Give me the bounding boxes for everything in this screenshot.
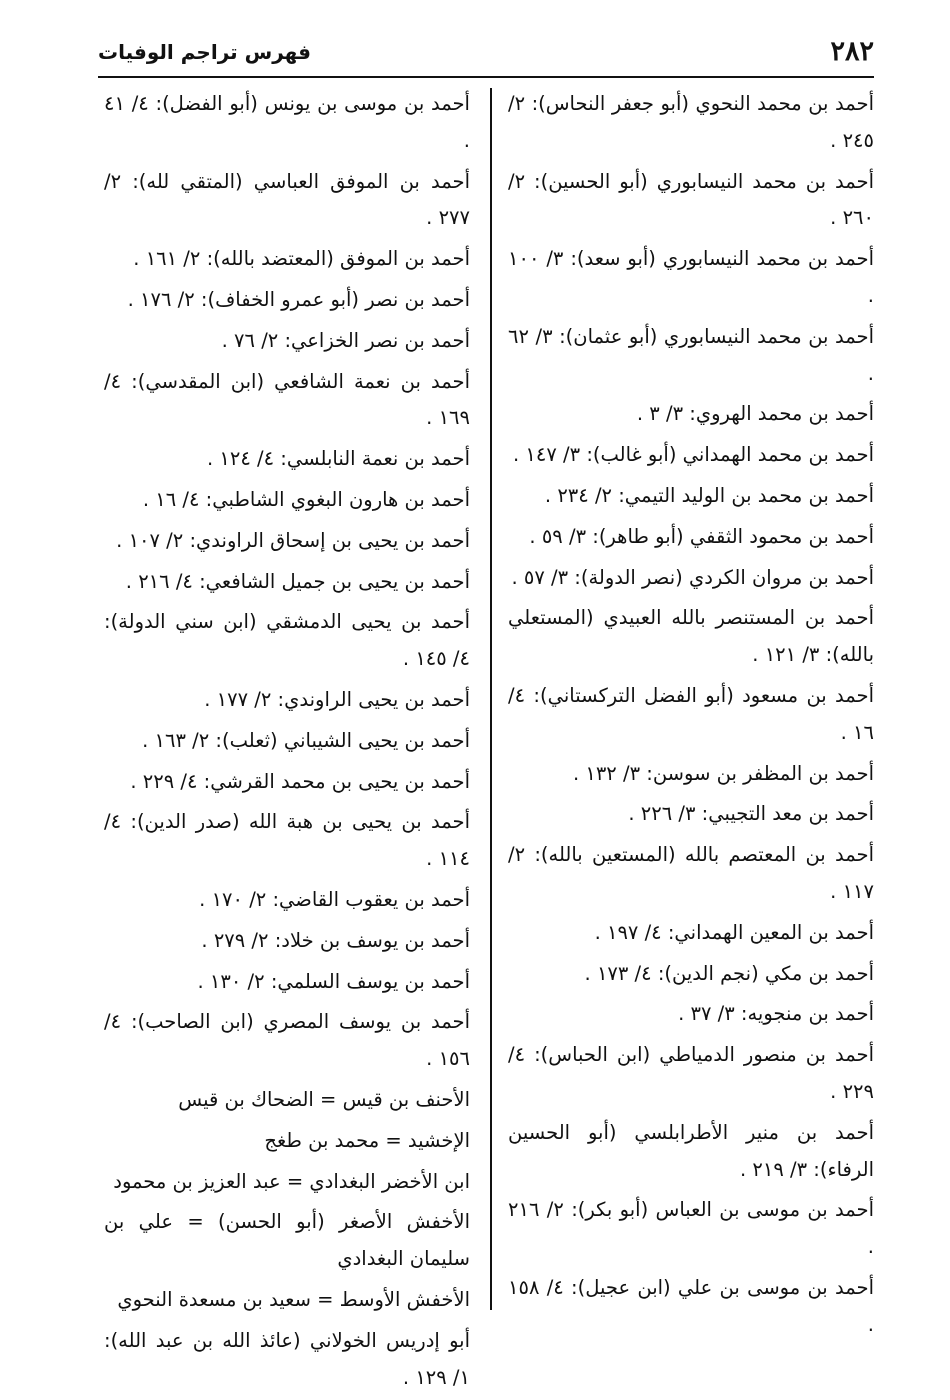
index-entry <box>104 1282 470 1319</box>
entry-reference: ٣/ ٦٢ . <box>508 324 874 385</box>
column-divider <box>490 88 492 1310</box>
entry-name: أحمد بن يحيى بن محمد القرشي: <box>203 769 470 793</box>
entry-reference: ٢/ ١٧٧ . <box>204 687 272 711</box>
entry-reference: ٤/ ١٥٦ . <box>104 1010 470 1071</box>
entry-reference: ٢/ ١٦٣ . <box>142 728 210 752</box>
index-entry <box>508 756 874 793</box>
entry-reference: ٢/ ٢٤٥ . <box>508 92 874 152</box>
entry-name: أحمد بن محمود الثقفي (أبو طاهر): <box>592 524 874 548</box>
header-rule <box>98 76 874 78</box>
index-column-right <box>508 86 874 1348</box>
entry-reference: ٢/ ١٦١ . <box>133 247 201 271</box>
entry-reference: ٣/ ٢٢٦ . <box>628 802 696 826</box>
entry-name: أحمد بن معد التجيبي: <box>701 802 874 826</box>
entry-name: أحمد بن يحيى بن إسحاق الراوندي: <box>189 528 470 552</box>
entry-name: أحمد بن منجويه: <box>740 1002 874 1026</box>
index-entry <box>508 600 874 674</box>
entry-reference: ٤/ ١٤٥ . <box>402 647 470 671</box>
entry-reference: ٣/ ٥٧ . <box>511 565 569 589</box>
index-entry <box>508 1192 874 1266</box>
index-entry <box>104 604 470 678</box>
page-header <box>98 34 874 74</box>
entry-name: أحمد بن نعمة النابلسي: <box>280 447 470 471</box>
entry-reference: ٣/ ١٢١ . <box>752 643 820 667</box>
entry-name: أحمد بن مسعود (أبو الفضل التركستاني): <box>533 683 875 707</box>
entry-reference: ٢/ ٢٧٧ . <box>104 169 470 230</box>
index-entry <box>508 837 874 911</box>
index-entry <box>508 164 874 238</box>
entry-name: أحمد بن يوسف السلمي: <box>270 969 470 993</box>
entry-reference: ٤/ ٢٢٩ . <box>508 1043 874 1103</box>
entry-name: الأخفش الأصغر (أبو الحسن) = علي بن سليمان البغدادي <box>104 1210 470 1271</box>
index-entry <box>508 915 874 952</box>
index-entry <box>104 882 470 919</box>
entry-name: أبو إدريس الخولاني (عائذ الله بن عبد الله): <box>104 1328 470 1352</box>
entry-reference: ١/ ١٢٩ . <box>402 1365 470 1389</box>
page-number: ٢٨٢ <box>830 36 874 67</box>
entry-reference: ٣/ ١٠٠ . <box>508 247 874 307</box>
entry-name: أحمد بن مكي (نجم الدين): <box>657 961 874 985</box>
entry-name: أحمد بن محمد الهمداني (أبو غالب): <box>586 443 874 467</box>
index-entry <box>104 1082 470 1119</box>
entry-name: أحمد بن نعمة الشافعي (ابن المقدسي): <box>131 369 470 393</box>
index-entry <box>104 723 470 760</box>
entry-reference: ٢/ ٢١٦ . <box>508 1198 874 1259</box>
index-entry <box>104 441 470 478</box>
index-entry <box>508 319 874 393</box>
entry-name: أحمد بن محمد النيسابوري (أبو الحسين): <box>534 169 874 193</box>
index-entry <box>508 560 874 597</box>
entry-reference: ٣/ ١٤٧ . <box>513 443 581 467</box>
entry-reference: ٢/ ٢٦٠ . <box>508 169 874 230</box>
index-entry <box>104 164 470 238</box>
entry-reference: ٤/ ١٢٤ . <box>207 447 275 471</box>
index-entry <box>104 1204 470 1278</box>
entry-name: أحمد بن يوسف بن خلاد: <box>274 928 470 952</box>
entry-reference: ٣/ ٥٩ . <box>529 524 587 548</box>
entry-name: أحمد بن هارون البغوي الشاطبي: <box>205 487 470 511</box>
index-entry <box>104 1164 470 1201</box>
entry-reference: ٤/ ٤١ . <box>104 92 470 152</box>
entry-name: أحمد بن يحيى بن هبة الله (صدر الدين): <box>130 810 470 834</box>
index-entry <box>508 796 874 833</box>
entry-reference: ٣/ ٣ . <box>636 402 684 426</box>
entry-reference: ٤/ ١٩٧ . <box>594 920 662 944</box>
entry-name: أحمد بن المعتصم بالله (المستعين بالله): <box>534 843 874 867</box>
index-entry <box>104 523 470 560</box>
entry-reference: ٤/ ١٦ . <box>142 487 200 511</box>
index-entry <box>508 996 874 1033</box>
entry-reference: ٤/ ١٥٨ . <box>508 1275 874 1336</box>
index-entry <box>104 364 470 438</box>
index-entry <box>104 1323 470 1397</box>
entry-name: أحمد بن نصر الخزاعي: <box>284 328 470 352</box>
running-title: فهرس تراجم الوفيات <box>98 40 311 64</box>
entry-name: ابن الأخضر البغدادي = عبد العزيز بن محمود <box>113 1169 470 1193</box>
entry-name: أحمد بن يوسف المصري (ابن الصاحب): <box>130 1010 470 1034</box>
index-entry <box>104 323 470 360</box>
entry-name: الأخفش الأوسط = سعيد بن مسعدة النحوي <box>117 1287 470 1311</box>
index-entry <box>508 1037 874 1111</box>
entry-name: أحمد بن محمد النيسابوري (أبو سعد): <box>570 247 874 271</box>
entry-name: أحمد بن يحيى الشيباني (ثعلب): <box>215 728 470 752</box>
entry-reference: ٢/ ١٧٦ . <box>127 287 195 311</box>
index-entry <box>104 282 470 319</box>
index-entry <box>104 1123 470 1160</box>
entry-reference: ٤/ ١٦ . <box>508 683 874 744</box>
entry-name: أحمد بن يعقوب القاضي: <box>272 887 470 911</box>
entry-reference: ٢/ ١٠٧ . <box>116 528 184 552</box>
index-entry <box>104 923 470 960</box>
index-entry <box>508 437 874 474</box>
entry-name: أحمد بن يحيى الدمشقي (ابن سني الدولة): <box>104 610 470 634</box>
entry-name: أحمد بن المظفر بن سوسن: <box>646 761 874 785</box>
entry-name: أحمد بن محمد بن الوليد التيمي: <box>618 483 874 507</box>
index-entry <box>508 1270 874 1344</box>
entry-name: الإخشيد = محمد بن طغج <box>264 1128 470 1152</box>
entry-reference: ٢/ ٢٧٩ . <box>201 928 269 952</box>
entry-name: أحمد بن نصر (أبو عمرو الخفاف): <box>200 287 470 311</box>
entry-name: أحمد بن محمد الهروي: <box>689 402 874 426</box>
index-entry <box>104 682 470 719</box>
entry-reference: ٣/ ٢١٩ . <box>739 1157 808 1181</box>
index-entry <box>508 678 874 752</box>
entry-name: أحمد بن موسى بن يونس (أبو الفضل): <box>155 92 470 115</box>
entry-reference: ٣/ ١٣٢ . <box>572 761 641 785</box>
entry-name: أحمد بن محمد النحوي (أبو جعفر النحاس): <box>531 92 874 115</box>
index-entry <box>508 956 874 993</box>
index-entry <box>508 396 874 433</box>
entry-reference: ٣/ ٣٧ . <box>678 1002 735 1026</box>
entry-reference: ٢/ ١١٧ . <box>508 843 874 903</box>
index-entry <box>508 1115 874 1189</box>
entry-reference: ٤/ ١٧٣ . <box>584 961 652 985</box>
index-entry <box>104 764 470 801</box>
entry-name: أحمد بن يحيى بن جميل الشافعي: <box>199 569 470 593</box>
index-entry <box>508 478 874 515</box>
entry-name: أحمد بن المستنصر بالله العبيدي (المستعلي بالله): <box>508 606 874 667</box>
index-entry <box>104 1004 470 1078</box>
entry-reference: ٢/ ١٧٠ . <box>199 887 267 911</box>
entry-reference: ٢/ ٢٣٤ . <box>544 483 613 507</box>
index-entry <box>508 86 874 160</box>
entry-name: أحمد بن المعين الهمداني: <box>667 920 874 944</box>
index-entry <box>104 964 470 1001</box>
entry-name: أحمد بن موسى بن العباس (أبو بكر): <box>571 1198 874 1222</box>
entry-name: أحمد بن منصور الدمياطي (ابن الحباس): <box>534 1043 874 1067</box>
entry-reference: ٤/ ١٦٩ . <box>104 369 470 430</box>
entry-reference: ٢/ ٧٦ . <box>221 328 279 352</box>
entry-reference: ٢/ ١٣٠ . <box>197 969 265 993</box>
index-entry <box>104 482 470 519</box>
index-entry <box>104 241 470 278</box>
entry-name: أحمد بن منير الأطرابلسي (أبو الحسين الرفاء): <box>508 1120 874 1181</box>
entry-reference: ٤/ ٢٢٩ . <box>130 769 198 793</box>
entry-name: أحمد بن الموفق العباسي (المتقي لله): <box>132 169 470 193</box>
entry-name: أحمد بن يحيى الراوندي: <box>277 687 470 711</box>
index-column-left <box>104 86 470 1400</box>
entry-name: أحمد بن موسى بن علي (ابن عجيل): <box>571 1275 874 1299</box>
index-entry <box>104 564 470 601</box>
entry-name: أحمد بن الموفق (المعتضد بالله): <box>206 247 470 271</box>
entry-reference: ٤/ ١١٤ . <box>104 810 470 871</box>
index-entry <box>104 86 470 160</box>
index-entry <box>508 519 874 556</box>
index-entry <box>104 804 470 878</box>
entry-name: أحمد بن محمد النيسابوري (أبو عثمان): <box>559 324 874 348</box>
entry-name: أحمد بن مروان الكردي (نصر الدولة): <box>574 565 874 589</box>
entry-name: الأحنف بن قيس = الضحاك بن قيس <box>178 1087 470 1111</box>
index-entry <box>508 241 874 315</box>
entry-reference: ٤/ ٢١٦ . <box>125 569 193 593</box>
